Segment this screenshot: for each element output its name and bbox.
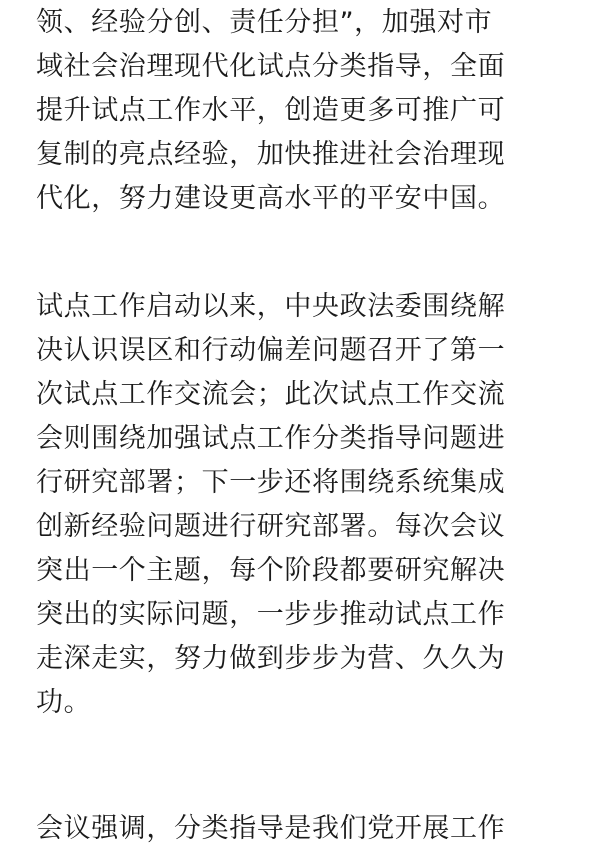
- text-line: 会则围绕加强试点工作分类指导问题进: [36, 423, 506, 454]
- paragraph-1: [36, 1, 505, 221]
- paragraph-3: [36, 807, 505, 851]
- paragraph-2: [36, 285, 505, 725]
- text-line: 创新经验问题进行研究部署。每次会议: [36, 511, 506, 542]
- text-line: 走深走实，努力做到步步为营、久久为: [36, 643, 506, 674]
- text-line: 次试点工作交流会；此次试点工作交流: [36, 379, 506, 410]
- text-line: 行研究部署；下一步还将围绕系统集成: [36, 467, 506, 498]
- text-line: 会议强调，分类指导是我们党开展工作: [36, 813, 506, 844]
- text-line: 代化，努力建设更高水平的平安中国。: [36, 183, 506, 214]
- text-line: 突出的实际问题，一步步推动试点工作: [36, 599, 506, 630]
- text-line: 功。: [36, 687, 92, 718]
- text-line: 域社会治理现代化试点分类指导，全面: [36, 51, 506, 82]
- text-line: 决认识误区和行动偏差问题召开了第一: [36, 335, 506, 366]
- text-line: 提升试点工作水平，创造更多可推广可: [36, 95, 506, 126]
- text-line: 复制的亮点经验，加快推进社会治理现: [36, 139, 506, 170]
- text-line: 试点工作启动以来，中央政法委围绕解: [36, 291, 506, 322]
- text-line: 突出一个主题，每个阶段都要研究解决: [36, 555, 506, 586]
- text-line: 领、经验分创、责任分担”，加强对市: [36, 7, 493, 38]
